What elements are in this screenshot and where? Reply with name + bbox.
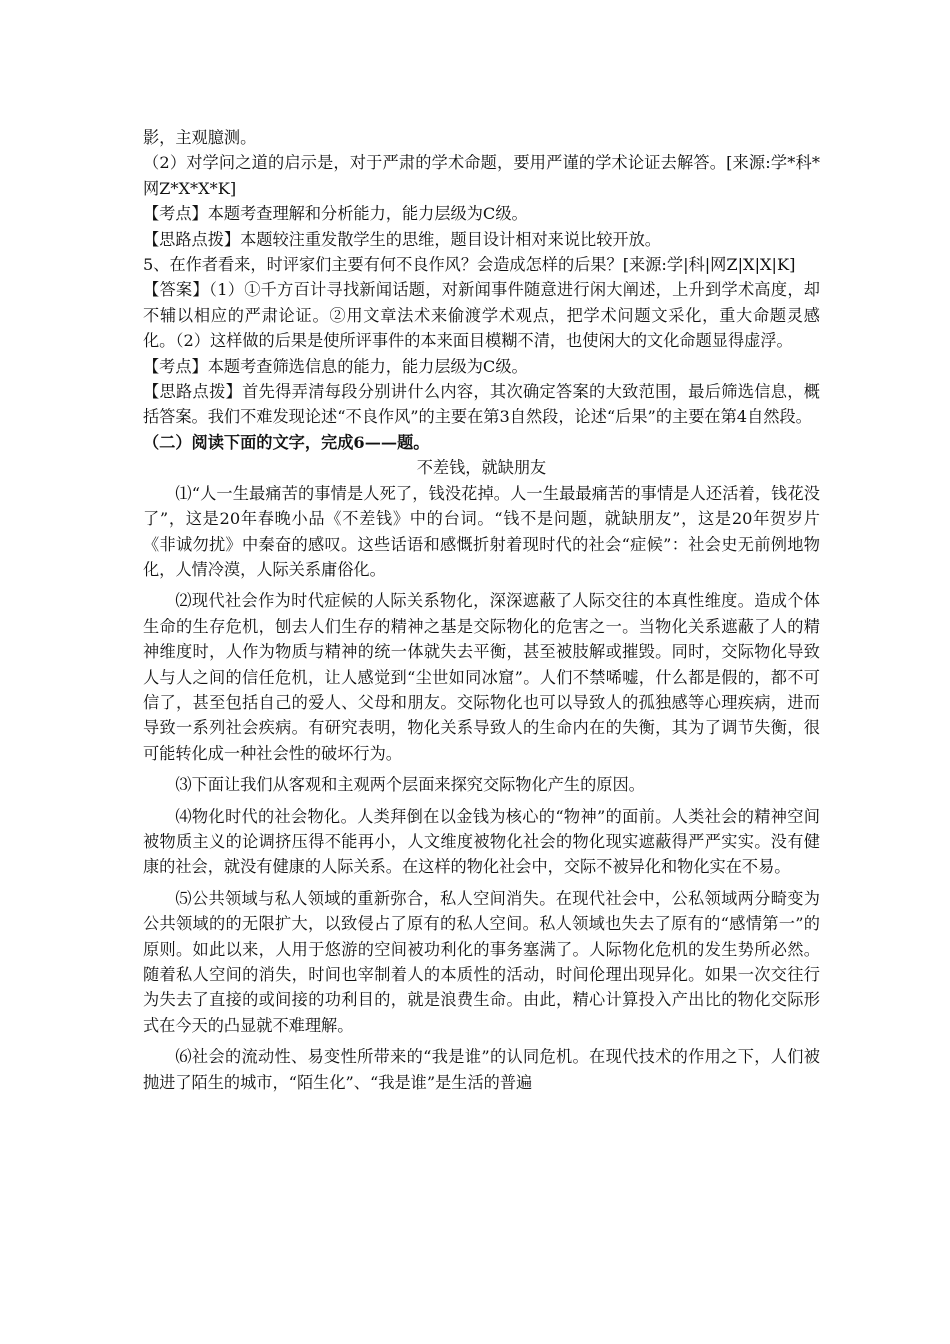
silu-5: 【思路点拨】首先得弄清每段分别讲什么内容，其次确定答案的大致范围，最后筛选信息，概括答案。我们不难发现论述“不良作风”的主要在第3自然段，论述“后果”的主要在第4自然段。	[143, 382, 820, 427]
question-5: 5、在作者看来，时评家们主要有何不良作风？会造成怎样的后果？[来源:学|科|网Z|X|X|K]	[143, 255, 796, 275]
answer-line-2: （2）对学问之道的启示是，对于严肃的学术命题，要用严谨的学术论证去解答。[来源:学*科*网Z*X*X*K]	[143, 153, 820, 198]
article-title: 不差钱，就缺朋友	[416, 458, 547, 478]
silu-line: 【思路点拨】本题较注重发散学生的思维，题目设计相对来说比较开放。	[143, 229, 661, 249]
paragraph-1: ⑴“人一生最痛苦的事情是人死了，钱没花掉。人一生最最痛苦的事情是人还活着，钱花没了”，这是20年春晚小品《不差钱》中的台词。“钱不是问题，就缺朋友”，这是20年贺岁片《非诚勿扰》中秦奋的感叹。这些话语和感慨折射着现时代的社会“症候”：社会史无前例地物化，人情冷漠，人际关系庸俗化。	[143, 483, 820, 579]
paragraph-2: ⑵现代社会作为时代症候的人际关系物化，深深遮蔽了人际交往的本真性维度。造成个体生命的生存危机，刨去人们生存的精神之基是交际物化的危害之一。当物化关系遮蔽了人的精神维度时，人作为物质与精神的统一体就失去平衡，甚至被肢解或摧毁。同时，交际物化导致人与人之间的信任危机，让人感觉到“尘世如同冰窟”。人们不禁唏嘘，什么都是假的，都不可信了，甚至包括自己的爱人、父母和朋友。交际物化也可以导致人的孤独感等心理疾病，进而导致一系列社会疾病。有研究表明，物化关系导致人的生命内在的失衡，其为了调节失衡，很可能转化成一种社会性的破坏行为。	[143, 591, 820, 763]
paragraph-6: ⑹社会的流动性、易变性所带来的“我是谁”的认同危机。在现代技术的作用之下，人们被抛进了陌生的城市，“陌生化”、“我是谁”是生活的普遍	[143, 1047, 820, 1092]
kaodian-5: 【考点】本题考查筛选信息的能力，能力层级为C级。	[143, 356, 528, 376]
answer-5: 【答案】（1）①千方百计寻找新闻话题，对新闻事件随意进行闲大阐述，上升到学术高度，却不辅以相应的严肃论证。②用文章法术来偷渡学术观点，把学术问题文采化，重大命题灵感化。（2）这样做的后果是使所评事件的本来面目模糊不清，也使闲大的文化命题显得虚浮。	[143, 280, 820, 351]
document-page	[143, 125, 820, 1101]
paragraph-5: ⑸公共领域与私人领域的重新弥合，私人空间消失。在现代社会中，公私领域两分畸变为公共领域的的无限扩大，以致侵占了原有的私人空间。私人领域也失去了原有的“感情第一”的原则。如此以来，人用于悠游的空间被功利化的事务塞满了。人际物化危机的发生势所必然。随着私人空间的消失，时间也宰制着人的本质性的活动，时间伦理出现异化。如果一次交往行为失去了直接的或间接的功利目的，就是浪费生命。由此，精心计算投入产出比的物化交际形式在今天的凸显就不难理解。	[143, 888, 820, 1035]
answer-line-1: 影，主观臆测。	[143, 128, 257, 147]
paragraph-3: ⑶下面让我们从客观和主观两个层面来探究交际物化产生的原因。	[175, 775, 645, 795]
kaodian-line: 【考点】本题考查理解和分析能力，能力层级为C级。	[143, 204, 528, 224]
paragraph-4: ⑷物化时代的社会物化。人类拜倒在以金钱为核心的“物神”的面前。人类社会的精神空间被物质主义的论调挤压得不能再小，人文维度被物化社会的物化现实遮蔽得严严实实。没有健康的社会，就没有健康的人际关系。在这样的物化社会中，交际不被异化和物化实在不易。	[143, 806, 820, 877]
section-heading: （二）阅读下面的文字，完成6——题。	[143, 432, 430, 452]
